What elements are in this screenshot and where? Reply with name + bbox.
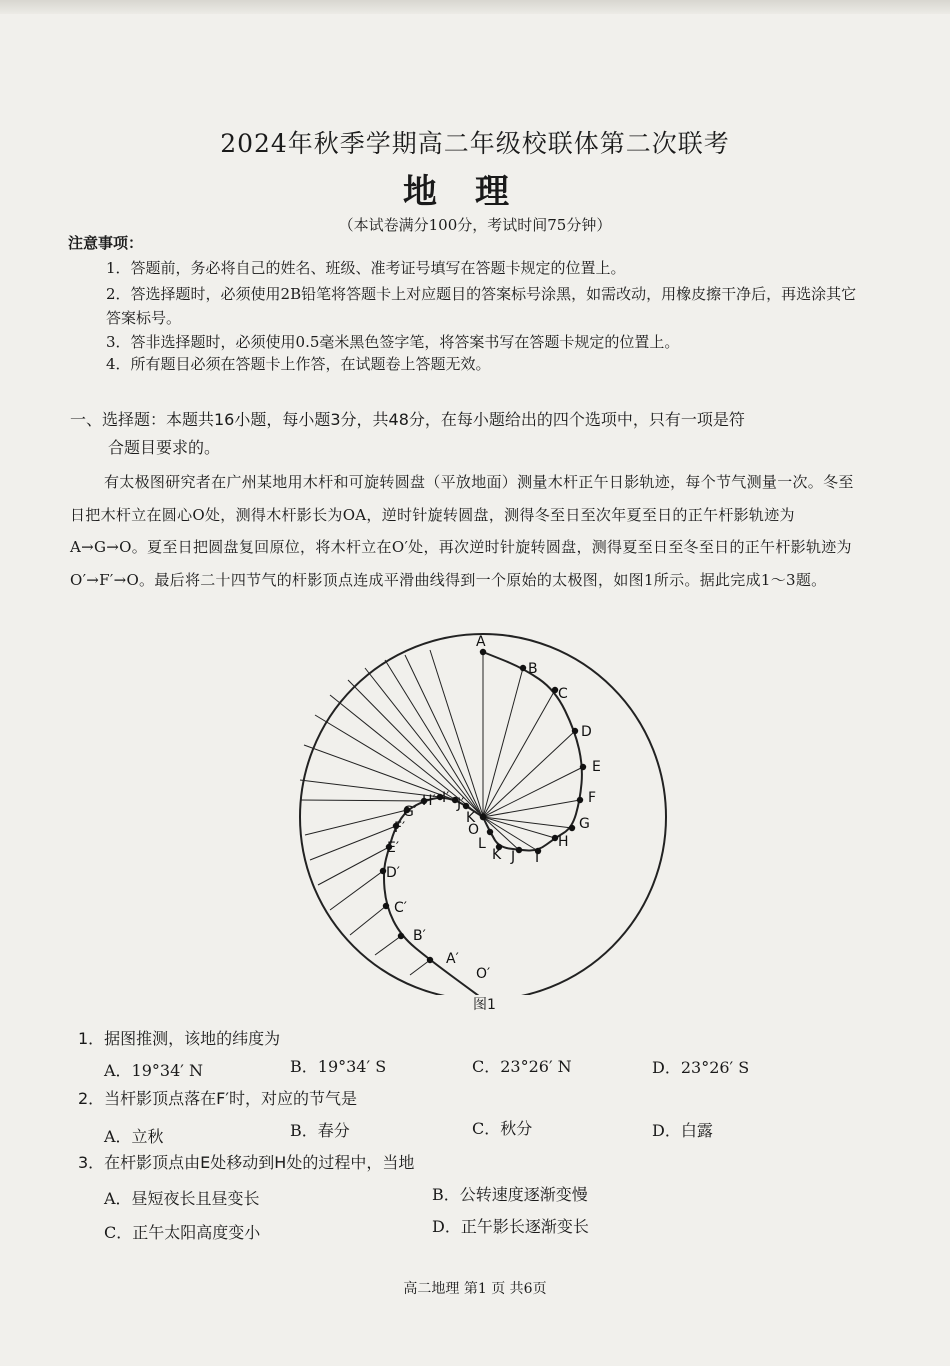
notice-label: 注意事项： [68,234,144,252]
exam-info: （本试卷满分100分，考试时间75分钟） [338,216,612,234]
track-point [580,764,586,770]
label-H: H [558,834,569,850]
q1-option-c: C．23°26′ N [472,1057,572,1076]
track-point [487,829,493,835]
q1-option-d: D．23°26′ S [652,1058,750,1077]
label-Gp: G′ [403,804,418,820]
q3-option-b: B．公转速度逐渐变慢 [432,1185,588,1204]
notice-item: 2．答选择题时，必须使用2B铅笔将答题卡上对应题目的答案标号涂黑，如需改动，用橡皮擦干净后，再选涂其它答案标号。 [106,285,857,327]
notice-item: 4．所有题目必须在答题卡上作答，在试题卷上答题无效。 [106,355,491,373]
question-3-stem: 3．在杆影顶点由E处移动到H处的过程中，当地 [78,1153,415,1172]
q1-option-b: B．19°34′ S [290,1057,387,1076]
label-K2: K [466,810,476,826]
reading-passage: 有太极图研究者在广州某地用木杆和可旋转圆盘（平放地面）测量木杆正午日影轨迹，每个节气测量一次。冬至日把木杆立在圆心O处，测得木杆影长为OA，逆时针旋转圆盘，测得冬至日至次年夏至日的正午杆影轨迹为A→G→O。夏至日把圆盘复回原位，将木杆立在O′处，再次逆时针旋转圆盘，测得夏至日至冬至日的正午杆影轨迹为O′→F′→O。最后将二十四节气的杆影顶点连成平滑曲线得到一个原始的太极图，如图1所示。据此完成1～3题。 [70,473,854,589]
figure-caption: 图1 [473,997,496,1013]
track-point [516,847,522,853]
label-A: A [476,634,486,650]
q2-option-b: B．春分 [290,1121,350,1140]
label-Hp: H′ [422,793,436,809]
label-C: C [558,686,568,702]
section-heading [70,406,870,462]
q3-option-d: D．正午影长逐渐变长 [432,1217,589,1236]
section-heading-line2: 合题目要求的。 [108,438,221,457]
label-J: J [511,849,516,865]
label-F: F [588,790,597,806]
page-footer: 高二地理 第1 页 共6页 [403,1281,547,1297]
q1-option-a: A．19°34′ N [104,1061,203,1080]
label-B: B [528,661,538,677]
track-point [569,825,575,831]
label-Bp: B′ [413,928,426,944]
q2-option-c: C．秋分 [472,1119,533,1138]
notice-item: 3．答非选择题时，必须使用0.5毫米黑色签字笔，将答案书写在答题卡规定的位置上。 [106,333,680,351]
label-Fp: F′ [394,820,406,836]
label-Ep: E′ [387,840,400,856]
track-point [383,903,389,909]
label-D: D [581,724,592,740]
question-1-stem: 1．据图推测，该地的纬度为 [78,1029,281,1048]
scan-top-edge [0,0,950,14]
subject-title: 地理 [403,172,547,212]
section-heading-line1: 一、选择题：本题共16小题，每小题3分，共48分，在每小题给出的四个选项中，只有一项是符 [70,410,745,429]
taiji-figure [230,630,670,995]
label-Jp: J′ [457,796,465,812]
q2-option-d: D．白露 [652,1121,713,1140]
track-point [427,957,433,963]
q2-option-a: A．立秋 [104,1127,164,1146]
label-I: I [535,850,540,866]
label-G: G [579,816,590,832]
label-Ap: A′ [446,951,459,967]
track-point [480,814,486,820]
track-point [577,797,583,803]
q3-option-c: C．正午太阳高度变小 [104,1223,261,1242]
notice-item: 1．答题前，务必将自己的姓名、班级、准考证号填写在答题卡规定的位置上。 [106,259,626,277]
label-E: E [592,759,601,775]
label-Dp: D′ [386,865,400,881]
label-Cp: C′ [394,900,407,916]
label-L: L [478,836,486,852]
track-point [572,728,578,734]
question-2-stem: 2．当杆影顶点落在F′时，对应的节气是 [78,1089,358,1108]
exam-title: 2024年秋季学期高二年级校联体第二次联考 [220,129,730,158]
label-Op: O′ [476,966,491,982]
label-O: O [468,822,480,838]
track-point [398,933,404,939]
q3-option-a: A．昼短夜长且昼变长 [104,1189,260,1208]
label-Ip: I′ [442,790,450,806]
track-point [520,665,526,671]
label-K: K [492,847,502,863]
